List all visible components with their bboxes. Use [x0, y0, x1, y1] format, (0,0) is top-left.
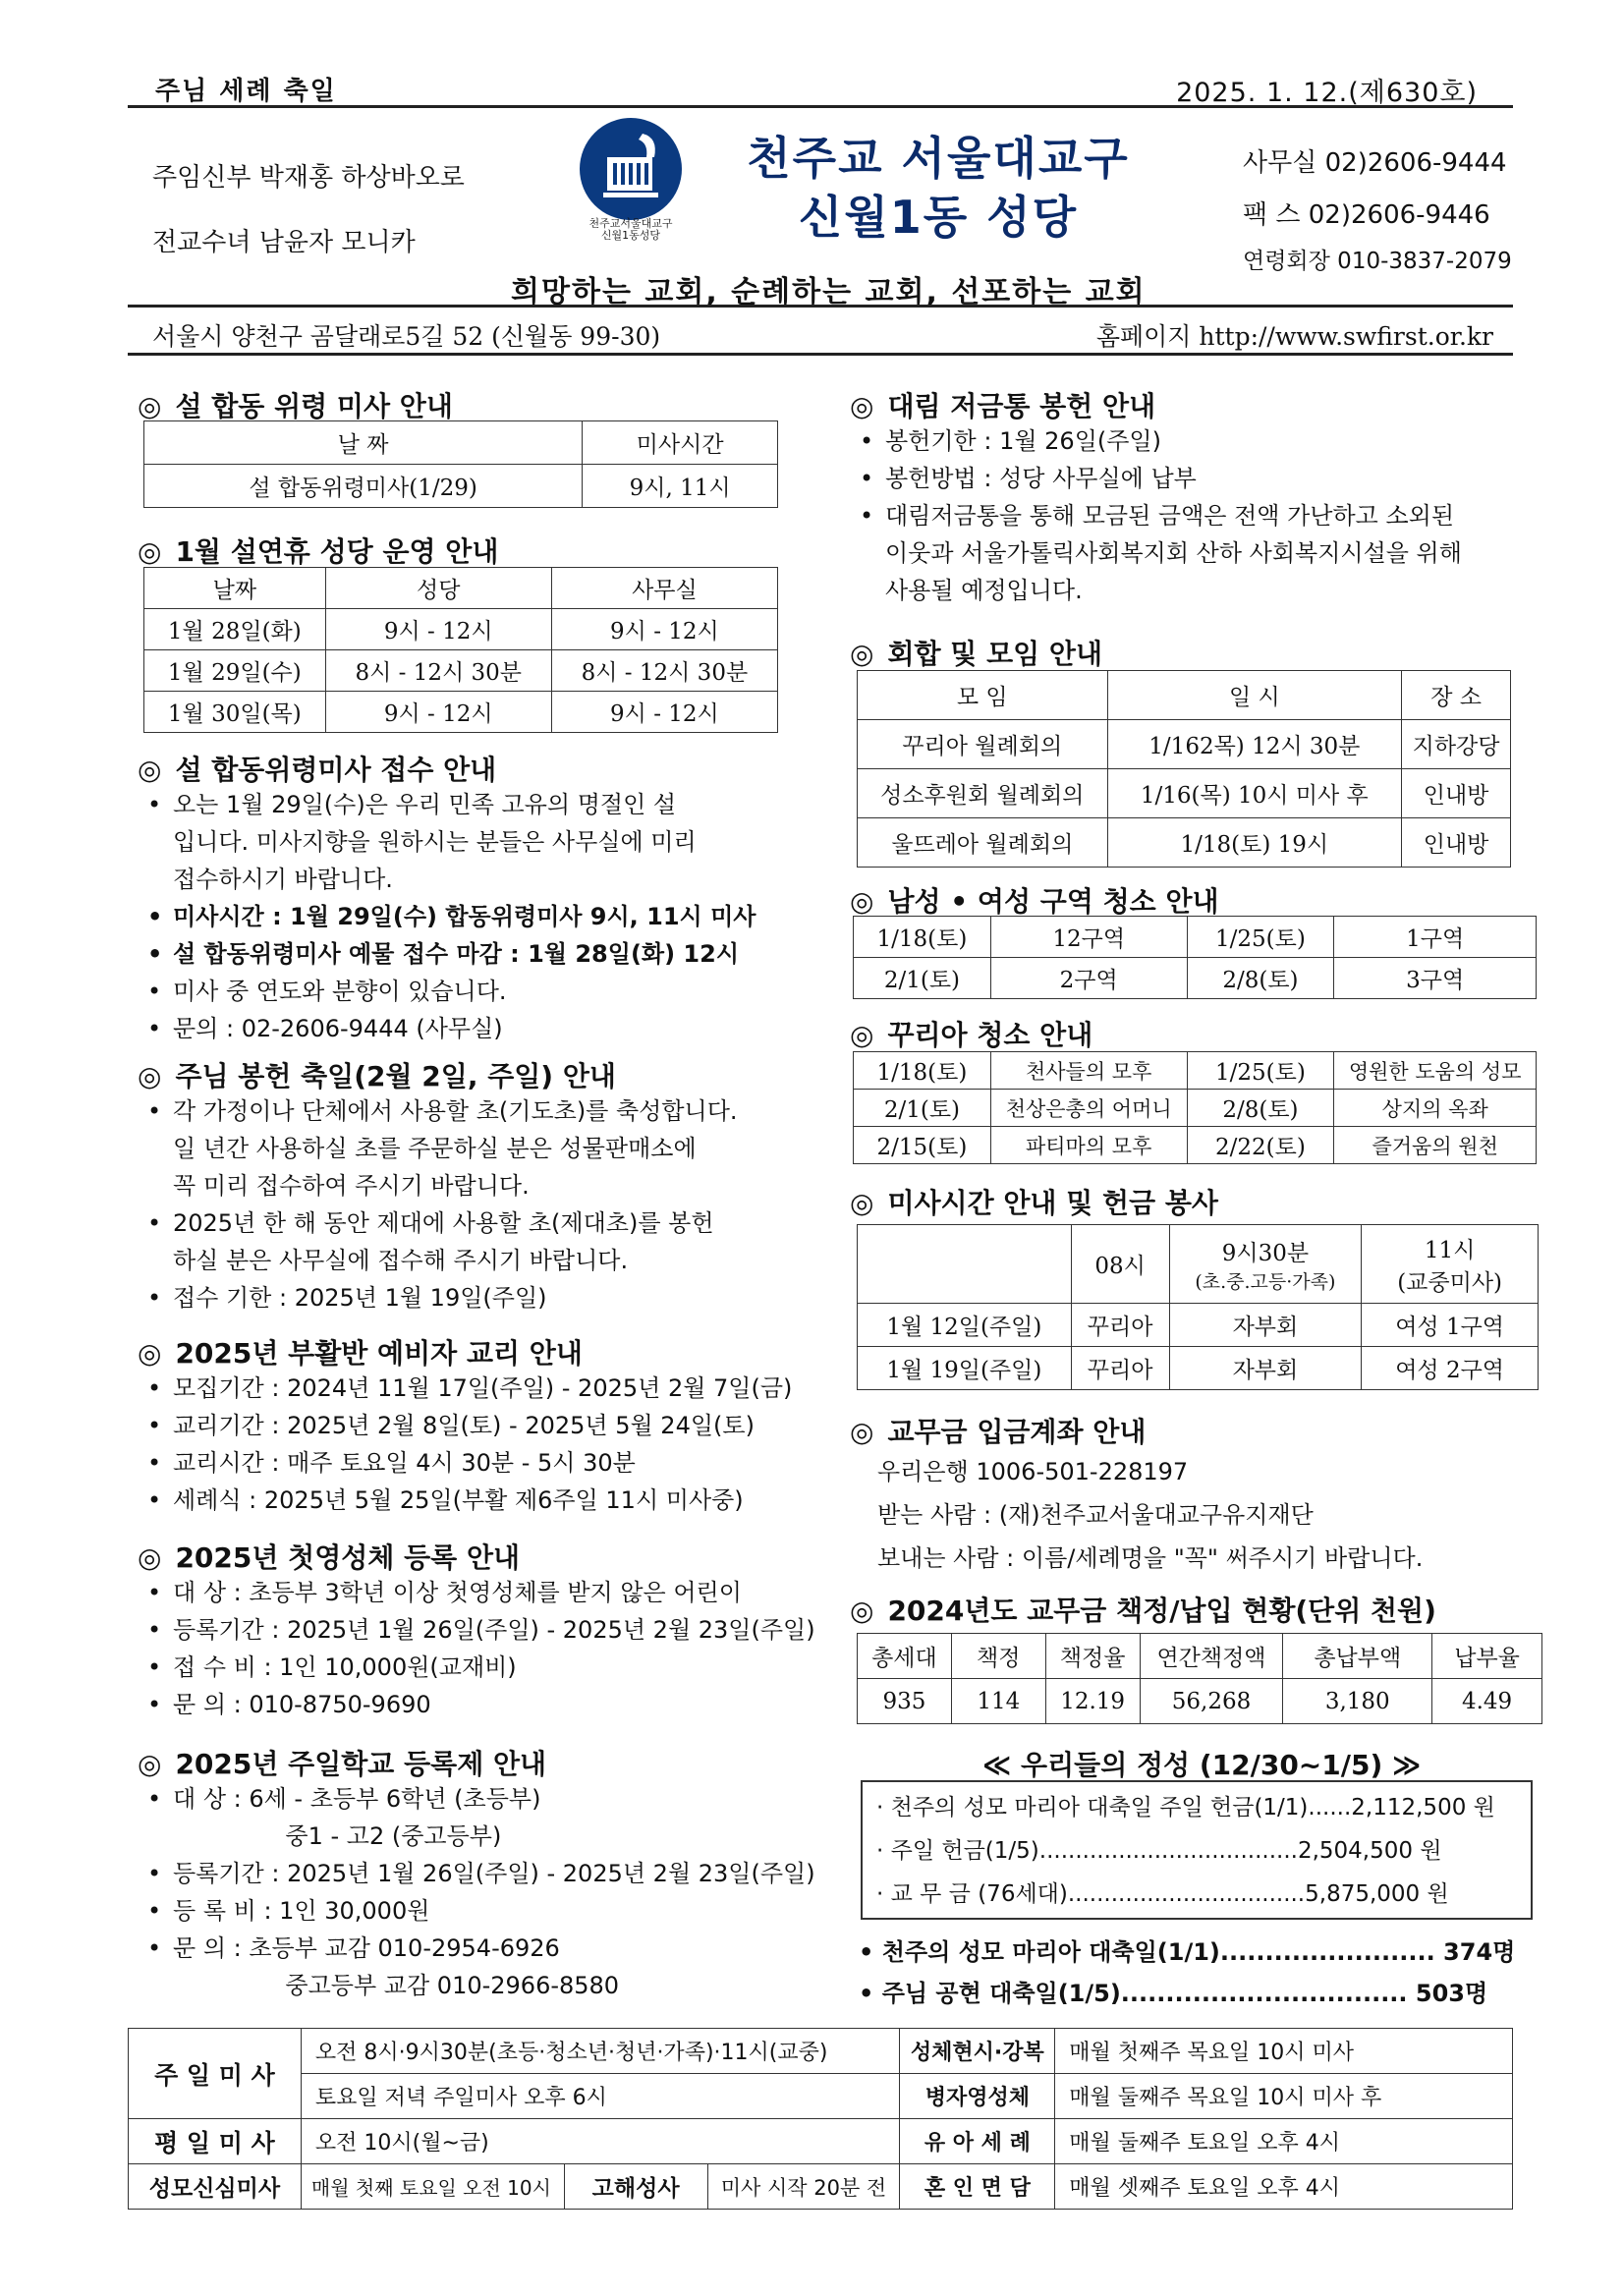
mass-service-table	[857, 1224, 1539, 1390]
table-cell: 2/1(토)	[854, 958, 991, 999]
weekday-mass-time: 오전 10시(월~금)	[301, 2119, 900, 2164]
table-cell: 총세대	[858, 1634, 952, 1679]
table-cell: 일 시	[1107, 671, 1402, 720]
issue-date: 2025. 1. 12.(제630호)	[1176, 78, 1478, 108]
curia-cleaning-table	[853, 1051, 1537, 1164]
table-cell: 1/18(토) 19시	[1107, 818, 1402, 868]
offering-box: · 천주의 성모 마리아 대축일 주일 헌금(1/1)......2,112,500 원 · 주일 헌금(1/5)....................................2,504,500 원 · 교 무 금 (76세대).................................5,875,000 원	[861, 1780, 1533, 1920]
sunday-school-heading: ◎ 2025년 주일학교 등록제 안내	[138, 1748, 547, 1780]
table-cell: 1월 19일(주일)	[858, 1347, 1072, 1390]
mass-schedule-table	[128, 2028, 1513, 2210]
table-cell: 1/16(목) 10시 미사 후	[1107, 769, 1402, 818]
table-cell: 9시, 11시	[583, 465, 778, 508]
table-cell: 9시 - 12시	[551, 692, 777, 733]
table-cell: 9시30분 (초.중.고등·가족)	[1169, 1225, 1362, 1304]
table-header: 미사시간	[583, 421, 778, 465]
sick-communion-label: 병자영성체	[900, 2074, 1055, 2119]
offering-heading: ≪ 우리들의 정성 (12/30~1/5) ≫	[982, 1749, 1422, 1781]
table-cell: 1구역	[1334, 917, 1537, 958]
table-cell: 1월 12일(주일)	[858, 1304, 1072, 1347]
table-cell: 1/25(토)	[1187, 1052, 1334, 1090]
memorial-mass-heading: ◎ 설 합동 위령 미사 안내	[138, 390, 453, 422]
table-cell: 8시 - 12시 30분	[551, 650, 777, 692]
table-cell: 1/162목) 12시 30분	[1107, 720, 1402, 769]
advent-box-body: • 봉헌기한 : 1월 26일(주일) • 봉헌방법 : 성당 사무실에 납부 • 대림저금통을 통해 모금된 금액은 전액 가난하고 소외된 이웃과 서울가톨릭사회복지회 산하 사회복지시설을 위해 사용될 예정입니다.	[860, 427, 1462, 604]
infant-baptism-label: 유 아 세 례	[900, 2119, 1055, 2164]
table-cell: 9시 - 12시	[551, 609, 777, 650]
first-communion-body: • 대 상 : 초등부 3학년 이상 첫영성체를 받지 않은 어린이 • 등록기간 : 2025년 1월 26일(주일) - 2025년 2월 23일(주일) • 접 수 비 : 1인 10,000원(교재비) • 문 의 : 010-8750-9690	[147, 1579, 815, 1718]
table-cell: 여성 1구역	[1362, 1304, 1539, 1347]
table-cell: 12구역	[990, 917, 1187, 958]
advent-box-heading: ◎ 대림 저금통 봉헌 안내	[850, 390, 1156, 422]
curia-cleaning-heading: ◎ 꾸리아 청소 안내	[850, 1019, 1093, 1051]
sick-communion-time: 매월 둘째주 목요일 10시 미사 후	[1055, 2074, 1513, 2119]
table-cell: 상지의 옥좌	[1334, 1090, 1537, 1127]
priest-name: 주임신부 박재홍 하상바오로	[152, 163, 465, 193]
table-cell: 성소후원회 월례회의	[858, 769, 1108, 818]
confession-time: 미사 시작 20분 전	[707, 2164, 900, 2210]
cleaning-table	[853, 916, 1537, 999]
table-cell: 9시 - 12시	[325, 609, 551, 650]
reception-body: • 오는 1월 29일(수)은 우리 민족 고유의 명절인 설 입니다. 미사지향을 원하시는 분들은 사무실에 미리 접수하시기 바랍니다. • 미사시간 : 1월 29일(수) 합동위령미사 9시, 11시 미사 • 설 합동위령미사 예물 접수 마감 : 1월 28일(화) 12시 • 미사 중 연도와 분향이 있습니다. • 문의 : 02-2606-9444 (사무실)	[147, 791, 756, 1042]
table-cell: 2/22(토)	[1187, 1127, 1334, 1164]
table-cell: 꾸리아	[1071, 1347, 1169, 1390]
table-cell: 1/18(토)	[854, 917, 991, 958]
mass-service-heading: ◎ 미사시간 안내 및 헌금 봉사	[850, 1187, 1218, 1219]
nun-name: 전교수녀 남윤자 모니카	[152, 228, 416, 257]
holiday-heading: ◎ 1월 설연휴 성당 운영 안내	[138, 535, 499, 568]
table-cell: 천사들의 모후	[990, 1052, 1187, 1090]
table-cell: 11시 (교중미사)	[1362, 1225, 1539, 1304]
table-cell: 2/1(토)	[854, 1090, 991, 1127]
sunday-mass-1: 오전 8시·9시30분(초등·청소년·청년·가족)·11시(교중)	[301, 2029, 900, 2074]
sunday-mass-2: 토요일 저녁 주일미사 오후 6시	[301, 2074, 900, 2119]
table-cell: 114	[951, 1679, 1045, 1724]
table-cell: 꾸리아	[1071, 1304, 1169, 1347]
table-cell: 날짜	[144, 568, 326, 609]
table-cell: 총납부액	[1283, 1634, 1432, 1679]
table-cell: 여성 2구역	[1362, 1347, 1539, 1390]
marriage-time: 매월 셋째주 토요일 오후 4시	[1055, 2164, 1513, 2210]
candlemas-body: • 각 가정이나 단체에서 사용할 초(기도초)를 축성합니다. 일 년간 사용하실 초를 주문하실 분은 성물판매소에 꼭 미리 접수하여 주시기 바랍니다. • 2025년 한 해 동안 제대에 사용할 초(제대초)를 봉헌 하실 분은 사무실에 접수해 주시기 바랍니다. • 접수 기한 : 2025년 1월 19일(주일)	[147, 1097, 738, 1312]
table-cell: 2/8(토)	[1187, 958, 1334, 999]
table-cell: 1/25(토)	[1187, 917, 1334, 958]
table-cell: 천상은총의 어머니	[990, 1090, 1187, 1127]
address-bar	[128, 305, 1513, 356]
table-cell: 자부회	[1169, 1304, 1362, 1347]
table-cell: 책정	[951, 1634, 1045, 1679]
marian-mass-label: 성모신심미사	[129, 2164, 302, 2210]
attendance-list: • 천주의 성모 마리아 대축일(1/1)........................ 374명 • 주님 공현 대축일(1/5)................................ 503명	[859, 1938, 1516, 2007]
adoration-label: 성체현시·강복	[900, 2029, 1055, 2074]
table-cell: 꾸리아 월례회의	[858, 720, 1108, 769]
table-cell: 자부회	[1169, 1347, 1362, 1390]
table-cell: 2구역	[990, 958, 1187, 999]
table-cell: 즐거움의 원천	[1334, 1127, 1537, 1164]
table-cell: 4.49	[1432, 1679, 1542, 1724]
account-heading: ◎ 교무금 입금계좌 안내	[850, 1416, 1147, 1448]
logo-text-1: 천주교서울대교구	[588, 217, 673, 230]
table-cell: 인내방	[1402, 769, 1511, 818]
table-cell: 파티마의 모후	[990, 1127, 1187, 1164]
account-body: 우리은행 1006-501-228197 받는 사람 : (재)천주교서울대교구유지재단 보내는 사람 : 이름/세례명을 "꼭" 써주시기 바랍니다.	[877, 1458, 1424, 1572]
weekday-mass-label: 평 일 미 사	[129, 2119, 302, 2164]
memorial-mass-table	[143, 420, 778, 508]
logo-text-2: 신월1동성당	[600, 229, 661, 242]
meetings-heading: ◎ 회합 및 모임 안내	[850, 638, 1103, 670]
infant-baptism-time: 매월 둘째주 토요일 오후 4시	[1055, 2119, 1513, 2164]
table-cell: 1월 30일(목)	[144, 692, 326, 733]
office-phone: 사무실 02)2606-9444	[1243, 148, 1507, 178]
table-cell: 장 소	[1402, 671, 1511, 720]
table-cell: 영원한 도움의 성모	[1334, 1052, 1537, 1090]
table-cell: 인내방	[1402, 818, 1511, 868]
table-cell: 울뜨레아 월례회의	[858, 818, 1108, 868]
homepage-link[interactable]: 홈페이지 http://www.swfirst.or.kr	[1095, 322, 1493, 351]
first-communion-heading: ◎ 2025년 첫영성체 등록 안내	[138, 1541, 521, 1574]
table-cell: 1월 29일(수)	[144, 650, 326, 692]
table-cell: 연간책정액	[1140, 1634, 1283, 1679]
table-cell: 사무실	[551, 568, 777, 609]
table-cell: 56,268	[1140, 1679, 1283, 1724]
chair-phone: 연령회장 010-3837-2079	[1243, 249, 1512, 274]
table-cell: 3구역	[1334, 958, 1537, 999]
table-cell: 1/18(토)	[854, 1052, 991, 1090]
easter-catechism-heading: ◎ 2025년 부활반 예비자 교리 안내	[138, 1337, 583, 1370]
easter-catechism-body: • 모집기간 : 2024년 11월 17일(주일) - 2025년 2월 7일(금) • 교리기간 : 2025년 2월 8일(토) - 2025년 5월 24일(토) • 교리시간 : 매주 토요일 4시 30분 - 5시 30분 • 세례식 : 2025년 5월 25일(부활 제6주일 11시 미사중)	[147, 1374, 793, 1514]
table-cell: 3,180	[1283, 1679, 1432, 1724]
cleaning-heading: ◎ 남성 • 여성 구역 청소 안내	[850, 885, 1219, 918]
confession-label: 고해성사	[564, 2164, 707, 2210]
sunday-mass-label: 주 일 미 사	[129, 2029, 302, 2119]
parish-logo	[578, 116, 684, 242]
header-top-bar	[128, 69, 1513, 108]
meetings-table	[857, 670, 1511, 868]
table-cell: 2/15(토)	[854, 1127, 991, 1164]
parish-motto: 희망하는 교회, 순례하는 교회, 선포하는 교회	[511, 275, 1147, 309]
parish-title-1: 천주교 서울대교구	[747, 132, 1130, 185]
parish-title-2: 신월1동 성당	[798, 191, 1079, 244]
tithe-heading: ◎ 2024년도 교무금 책정/납입 현황(단위 천원)	[850, 1595, 1436, 1627]
table-cell: 설 합동위령미사(1/29)	[144, 465, 583, 508]
table-cell: 935	[858, 1679, 952, 1724]
table-cell	[858, 1225, 1072, 1304]
adoration-time: 매월 첫째주 목요일 10시 미사	[1055, 2029, 1513, 2074]
table-cell: 모 임	[858, 671, 1108, 720]
table-cell: 책정율	[1045, 1634, 1140, 1679]
table-cell: 08시	[1071, 1225, 1169, 1304]
table-cell: 지하강당	[1402, 720, 1511, 769]
table-cell: 1월 28일(화)	[144, 609, 326, 650]
marian-mass-time: 매월 첫째 토요일 오전 10시	[301, 2164, 564, 2210]
table-cell: 12.19	[1045, 1679, 1140, 1724]
fax-number: 팩 스 02)2606-9446	[1243, 200, 1490, 230]
table-cell: 성당	[325, 568, 551, 609]
table-cell: 9시 - 12시	[325, 692, 551, 733]
address: 서울시 양천구 곰달래로5길 52 (신월동 99-30)	[152, 322, 661, 351]
feast-name: 주님 세례 축일	[155, 77, 337, 106]
table-cell: 2/8(토)	[1187, 1090, 1334, 1127]
marriage-label: 혼 인 면 담	[900, 2164, 1055, 2210]
sunday-school-body: • 대 상 : 6세 - 초등부 6학년 (초등부) 중1 - 고2 (중고등부) • 등록기간 : 2025년 1월 26일(주일) - 2025년 2월 23일(주일) • 등 록 비 : 1인 30,000원 • 문 의 : 초등부 교감 010-2954-6926 중고등부 교감 010-2966-8580	[147, 1785, 815, 1999]
table-cell: 납부율	[1432, 1634, 1542, 1679]
candlemas-heading: ◎ 주님 봉헌 축일(2월 2일, 주일) 안내	[138, 1060, 616, 1092]
holiday-table	[143, 567, 778, 733]
table-header: 날 짜	[144, 421, 583, 465]
table-cell: 8시 - 12시 30분	[325, 650, 551, 692]
reception-heading: ◎ 설 합동위령미사 접수 안내	[138, 754, 497, 786]
tithe-table	[857, 1633, 1542, 1724]
